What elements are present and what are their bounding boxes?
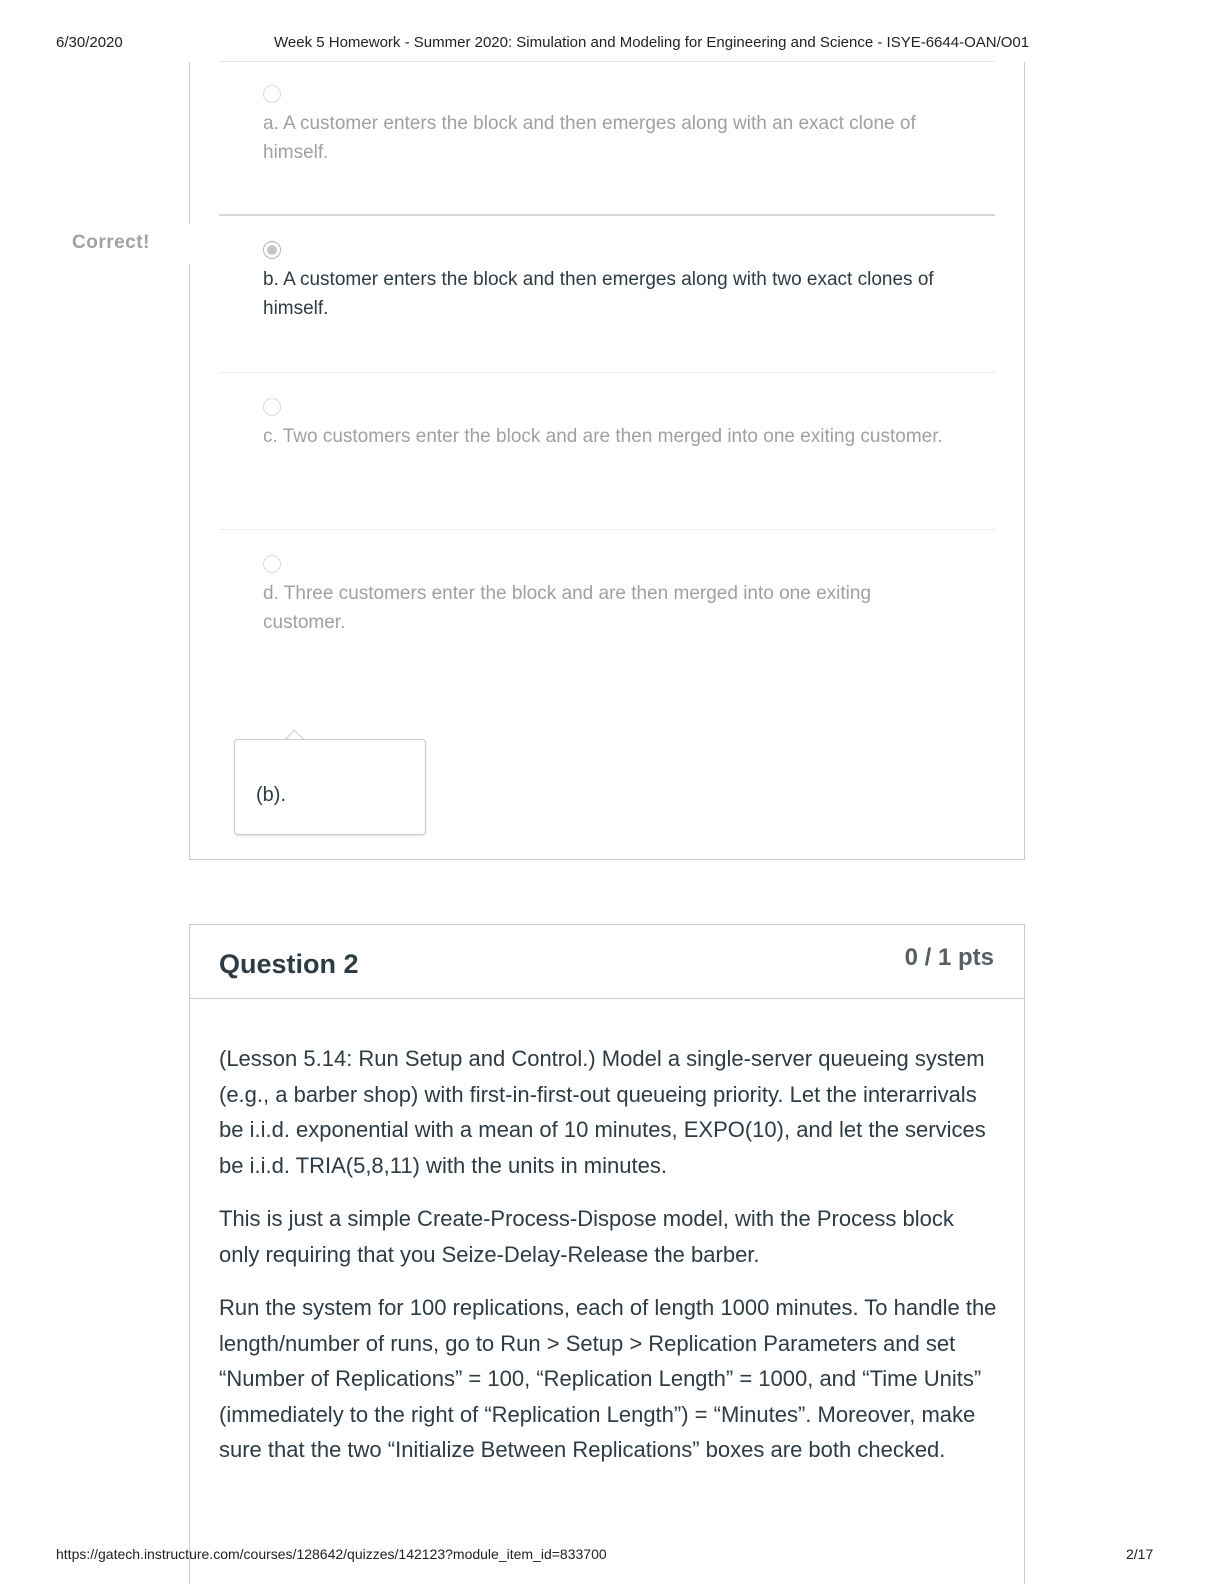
answer-option-c[interactable] (219, 397, 995, 517)
answer-text-a: a. A customer enters the block and then emerges along with an exact clone of himself. (263, 113, 916, 163)
answer-radio-b-selected[interactable] (263, 241, 281, 259)
answer-text-c: c. Two customers enter the block and are then merged into one exiting customer. (263, 426, 943, 447)
answer-divider (219, 61, 995, 62)
question1-left-border (189, 62, 190, 224)
correct-answer-label: Correct! (72, 232, 150, 253)
print-page-number: 2/17 (1126, 1546, 1154, 1562)
answer-option-b[interactable] (219, 240, 995, 360)
answer-divider (219, 529, 995, 530)
question2-paragraph: (Lesson 5.14: Run Setup and Control.) Model a single-server queueing system (e.g., a barber shop) with first-in-first-out queueing priority. Let the interarrivals be i.i.d. exponential with a mean of 10 minutes, EXPO(10), and let the services be i.i.d. TRIA(5,8,11) with the units in minutes. (219, 1046, 986, 1178)
question2-header (190, 925, 1024, 999)
answer-comment-text: (b). (256, 784, 286, 806)
answer-text-b: b. A customer enters the block and then emerges along with two exact clones of himself. (263, 269, 934, 319)
question2-paragraph: Run the system for 100 replications, each of length 1000 minutes. To handle the length/number of runs, go to Run > Setup > Replication Parameters and set “Number of Replications” = 100, “Replication Length” = 1000, and “Time Units” (immediately to the right of “Replication Length”) = “Minutes”. Moreover, make sure that the two “Initialize Between Replications” boxes are both checked. (219, 1295, 997, 1462)
answer-divider (219, 214, 995, 216)
answer-radio-a[interactable] (263, 85, 281, 103)
answer-option-d[interactable] (219, 554, 995, 674)
question1-right-border (1024, 62, 1025, 860)
question2-card (189, 924, 1025, 1584)
question1-left-border (189, 264, 190, 860)
print-date: 6/30/2020 (56, 34, 123, 51)
answer-text-d: d. Three customers enter the block and are then merged into one exiting customer. (263, 583, 872, 633)
question2-points: 0 / 1 pts (904, 944, 994, 971)
answer-divider (219, 372, 995, 373)
question2-paragraph: This is just a simple Create-Process-Dispose model, with the Process block only requiring that you Seize-Delay-Release the barber. (219, 1206, 954, 1267)
question1-bottom-border (189, 859, 1025, 860)
answer-radio-d[interactable] (263, 555, 281, 573)
answer-option-a[interactable] (219, 84, 995, 204)
question2-title: Question 2 (219, 949, 359, 979)
answer-radio-c[interactable] (263, 398, 281, 416)
answer-comment-bubble (234, 739, 426, 835)
print-url: https://gatech.instructure.com/courses/128642/quizzes/142123?module_item_id=833700 (56, 1546, 607, 1562)
print-page-title: Week 5 Homework - Summer 2020: Simulation and Modeling for Engineering and Science - ISYE-6644-OAN/O01 (274, 34, 1030, 51)
question2-body (219, 1041, 999, 1486)
